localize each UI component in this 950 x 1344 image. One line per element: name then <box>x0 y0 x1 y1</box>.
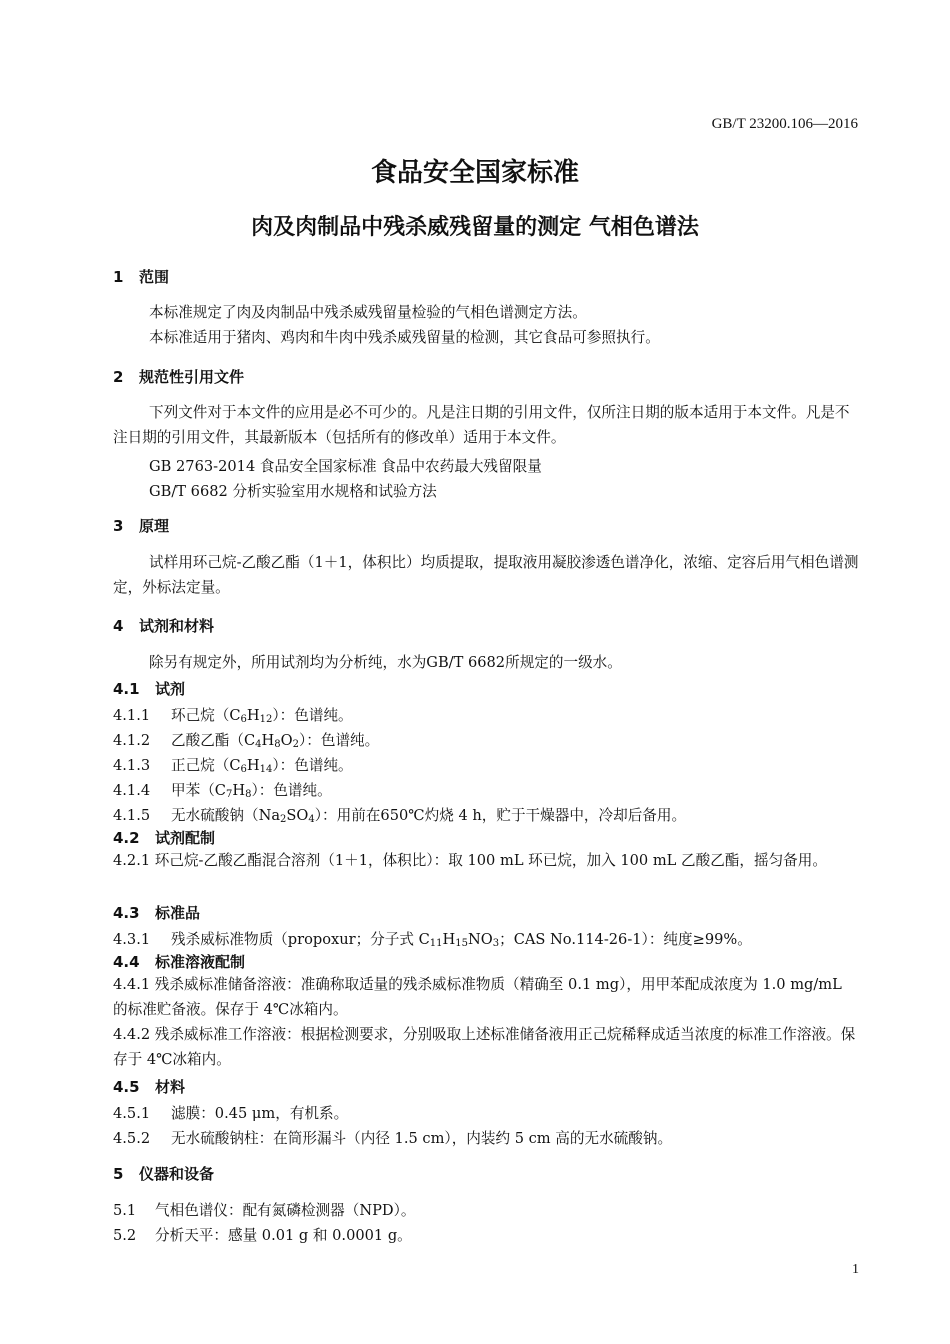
item-5-2: 5.2 分析天平：感量 0.01 g 和 0.0001 g。 <box>113 1227 412 1244</box>
item-4-1-2: 4.1.2 乙酸乙酯$(C_4H_8O_2)$：色谱纯。 <box>113 732 380 750</box>
section-2-para-1: 下列文件对于本文件的应用是必不可少的。凡是注日期的引用文件，仅所注日期的版本适用于本文件。凡是不注日期的引用文件，其最新版本（包括所有的修改单）适用于本文件。 <box>113 404 850 446</box>
item-4-4-2: 4.4.2 残杀威标准工作溶液：根据检测要求，分别吸取上述标准储备液用正己烷稀释成适当浓度的标准工作溶液。保存于 4℃冰箱内。 <box>113 1026 856 1068</box>
section-2-heading: 2 规范性引用文件 <box>113 368 245 386</box>
item-4-2-1: 4.2.1 环己烷-乙酸乙酯混合溶剂（1＋1，体积比）：取 100 mL 环已烷，加入 100 mL 乙酸乙酯，摇匀备用。 <box>113 852 827 869</box>
reference-2: GB/T 6682 分析实验室用水规格和试验方法 <box>149 483 437 500</box>
standard-code: GB/T 23200.106—2016 <box>711 116 858 132</box>
item-4-1-5: 4.1.5 无水硫酸钠$(Na_2SO_4)$：用前在650℃灼烧 4 h，贮于干燥器中，冷却后备用。 <box>113 807 687 825</box>
section-1-para-2: 本标准适用于猪肉、鸡肉和牛肉中残杀威残留量的检测，其它食品可参照执行。 <box>149 329 660 346</box>
section-4-heading: 4 试剂和材料 <box>113 617 215 635</box>
item-4-5-1: 4.5.1 滤膜：0.45 μm，有机系。 <box>113 1105 349 1122</box>
item-4-1-1: 4.1.1 环己烷$(C_6H_{12})$：色谱纯。 <box>113 707 353 725</box>
section-3-heading: 3 原理 <box>113 517 170 535</box>
section-4-1-heading: 4.1 试剂 <box>113 680 186 698</box>
item-4-3-1: 4.3.1 残杀威标准物质（propoxur；分子式 $C_{11}H_{15}NO_3$；CAS No.114-26-1）：纯度≥99%。 <box>113 931 752 949</box>
reference-1: GB 2763-2014 食品安全国家标准 食品中农药最大残留限量 <box>149 458 542 475</box>
section-5-heading: 5 仪器和设备 <box>113 1165 215 1183</box>
section-1-heading: 1 范围 <box>113 268 170 286</box>
section-3-para-1: 试样用环己烷-乙酸乙酯（1＋1，体积比）均质提取，提取液用凝胶渗透色谱净化，浓缩、定容后用气相色谱测定，外标法定量。 <box>113 554 859 596</box>
item-4-5-2: 4.5.2 无水硫酸钠柱：在筒形漏斗（内径 1.5 cm），内装约 5 cm 高的无水硫酸钠。 <box>113 1130 673 1147</box>
item-4-1-3: 4.1.3 正己烷$(C_6H_{14})$：色谱纯。 <box>113 757 353 775</box>
section-4-4-heading: 4.4 标准溶液配制 <box>113 953 246 971</box>
item-5-1: 5.1 气相色谱仪：配有氮磷检测器（NPD）。 <box>113 1202 416 1219</box>
item-4-1-4: 4.1.4 甲苯$(C_7H_8)$：色谱纯。 <box>113 782 332 800</box>
document-subtitle: 肉及肉制品中残杀威残留量的测定 气相色谱法 <box>251 215 699 240</box>
section-4-para-1: 除另有规定外，所用试剂均为分析纯，水为GB/T 6682所规定的一级水。 <box>149 654 622 671</box>
item-4-4-1: 4.4.1 残杀威标准储备溶液：准确称取适量的残杀威标准物质（精确至 0.1 mg），用甲苯配成浓度为 1.0 mg/mL 的标准贮备液。保存于 4℃冰箱内。 <box>113 976 842 1018</box>
document-title: 食品安全国家标准 <box>370 158 579 188</box>
section-4-3-heading: 4.3 标准品 <box>113 904 201 922</box>
page-number: 1 <box>852 1262 859 1277</box>
section-4-2-heading: 4.2 试剂配制 <box>113 829 216 847</box>
section-4-5-heading: 4.5 材料 <box>113 1078 186 1096</box>
section-1-para-1: 本标准规定了肉及肉制品中残杀威残留量检验的气相色谱测定方法。 <box>149 304 587 321</box>
